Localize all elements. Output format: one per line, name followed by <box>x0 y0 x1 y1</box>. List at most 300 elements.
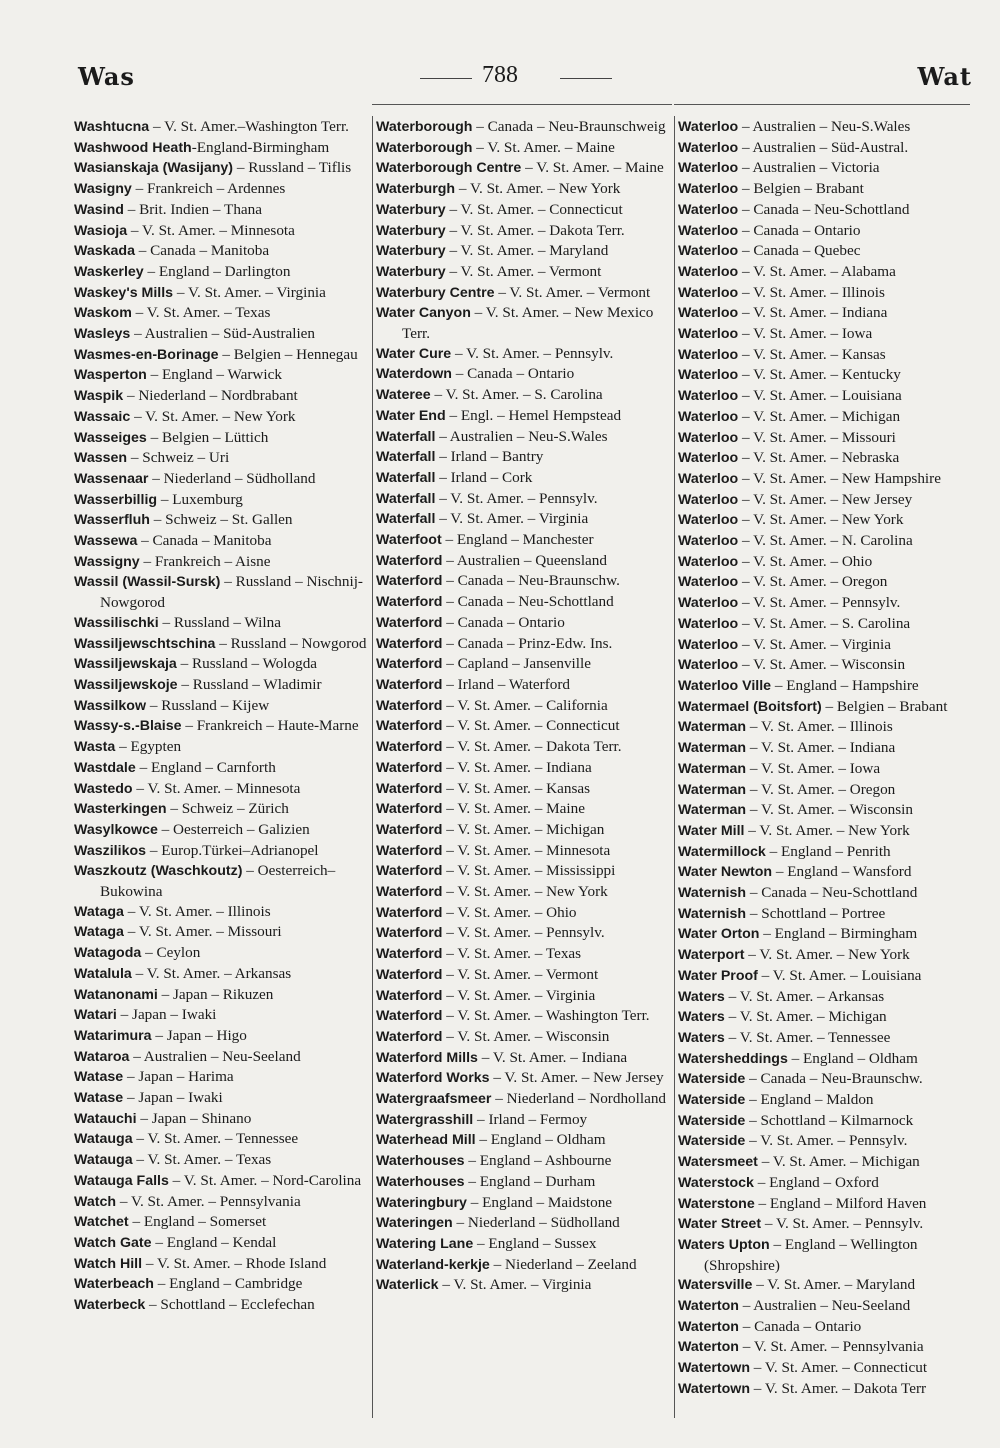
gazetteer-entry <box>74 490 370 511</box>
entry-headword: Waterloo <box>678 388 739 405</box>
entry-location: – Australien – Queensland <box>442 551 607 569</box>
entry-headword: Waterloo <box>678 533 739 550</box>
entry-headword: Watch <box>74 1193 117 1210</box>
gazetteer-entry <box>678 800 972 821</box>
entry-location: – V. St. Amer. – Ohio <box>442 903 577 921</box>
gazetteer-entry <box>74 696 370 717</box>
entry-headword: Waters <box>678 988 725 1005</box>
entry-location: – V. St. Amer. – Pennsylv. <box>738 594 901 612</box>
gazetteer-entry <box>678 1358 972 1379</box>
entry-headword: Waszilikos <box>74 842 147 859</box>
entry-location: – V. St. Amer. – Connecticut <box>749 1359 928 1377</box>
entry-headword: Waterbury <box>376 263 446 280</box>
gazetteer-entry <box>74 552 370 573</box>
gazetteer-entry <box>376 1193 674 1214</box>
entry-headword: Waterlick <box>376 1277 439 1294</box>
gazetteer-entry <box>376 509 674 530</box>
gazetteer-entry <box>678 987 972 1008</box>
entry-headword: Waterstone <box>678 1195 755 1212</box>
gazetteer-entry <box>678 386 972 407</box>
entry-headword: Wassy-s.-Blaise <box>74 718 182 735</box>
gazetteer-entry <box>74 158 370 179</box>
entry-location: – V. St. Amer. – Wisconsin <box>442 1027 610 1045</box>
entry-headword: Water Street <box>678 1216 762 1233</box>
entry-location: – V. St. Amer. – Michigan <box>738 407 901 425</box>
entry-headword: Watertown <box>678 1360 750 1377</box>
gazetteer-entry <box>376 1068 674 1089</box>
gazetteer-entry <box>678 138 972 159</box>
entry-headword: Waterton <box>678 1318 739 1335</box>
entry-headword: Waters Upton <box>678 1236 770 1253</box>
entry-location: – V. St. Amer. – Minnesota <box>132 779 301 797</box>
entry-location: – V. St. Amer. – Virginia <box>442 986 596 1004</box>
entry-headword: Wassen <box>74 450 128 467</box>
entry-headword: Wassilischki <box>74 614 159 631</box>
entry-location: – V. St. Amer. – Minnesota <box>442 841 611 859</box>
entry-headword: Waterside <box>678 1071 746 1088</box>
gazetteer-entry <box>74 117 370 138</box>
entry-headword: Wasterkingen <box>74 801 167 818</box>
gazetteer-entry <box>74 1005 370 1026</box>
gazetteer-entry <box>678 1337 972 1358</box>
entry-location: – V. St. Amer. – Louisiana <box>757 966 922 984</box>
entry-location: – V. St. Amer. – Ohio <box>738 552 873 570</box>
gazetteer-entry <box>678 552 972 573</box>
entry-location: – Canada – Quebec <box>738 242 861 260</box>
entry-headword: Waterford <box>376 821 443 838</box>
entry-headword: Waterman <box>678 781 747 798</box>
entry-location: – Frankreich – Haute-Marne <box>181 717 359 735</box>
entry-location: – England – Ashbourne <box>464 1152 612 1170</box>
entry-headword: Waterman <box>678 719 747 736</box>
entry-headword: Wataroa <box>74 1048 130 1065</box>
entry-location: – England – Kendal <box>151 1233 277 1251</box>
entry-location: – V. St. Amer. – Vermont <box>442 965 599 983</box>
entry-headword: Wasserfluh <box>74 512 150 529</box>
entry-headword: Waterloo <box>678 657 739 674</box>
entry-location: – V. St. Amer. – Iowa <box>738 325 873 343</box>
gazetteer-entry <box>74 1109 370 1130</box>
entry-location: – V. St. Amer. – Pennsylvania <box>738 1338 924 1356</box>
running-head-right: Wat <box>917 62 972 91</box>
entry-location: – Niederland – Nordbrabant <box>123 387 298 405</box>
entry-location: – V. St. Amer. – Virginia <box>738 635 891 653</box>
entry-headword: Wasmes-en-Borinage <box>74 346 219 363</box>
entry-location: – V. St. Amer. – Maryland <box>752 1276 916 1294</box>
gazetteer-entry <box>74 964 370 985</box>
entry-location: – Canada – Ontario <box>738 1317 862 1335</box>
entry-location: – England – Durham <box>464 1172 596 1190</box>
gazetteer-entry <box>74 1192 370 1213</box>
gazetteer-entry <box>678 862 972 883</box>
entry-location: – V. St. Amer. – Connecticut <box>445 200 623 218</box>
gazetteer-entry <box>376 737 674 758</box>
entry-headword: Watauga Falls <box>74 1172 169 1189</box>
entry-location: – England – Wellington (Shropshire) <box>704 1235 918 1274</box>
entry-headword: Waterloo <box>678 512 739 529</box>
entry-headword: Wassigny <box>74 553 140 570</box>
entry-headword: Wassaic <box>74 408 131 425</box>
gazetteer-entry <box>376 1110 674 1131</box>
entry-headword: Waterborough Centre <box>376 160 522 177</box>
entry-headword: Watch Gate <box>74 1234 152 1251</box>
entry-location: – Canada – Ontario <box>451 365 575 383</box>
entry-headword: Wassenaar <box>74 470 149 487</box>
gazetteer-entry <box>678 1275 972 1296</box>
entry-headword: Waternish <box>678 885 747 902</box>
entry-location: – Japan – Harima <box>123 1068 234 1086</box>
gazetteer-entry <box>74 303 370 324</box>
gazetteer-column-1 <box>74 117 370 1418</box>
gazetteer-entry <box>74 841 370 862</box>
gazetteer-entry <box>74 758 370 779</box>
entry-location: – V. St. Amer. – S. Carolina <box>738 614 911 632</box>
entry-headword: Waterloo <box>678 636 739 653</box>
entry-headword: Waterford <box>376 594 443 611</box>
entry-location: – Schottland – Portree <box>746 904 886 922</box>
entry-location: – Irland – Bantry <box>435 448 544 466</box>
gazetteer-entry <box>74 820 370 841</box>
gazetteer-entry <box>678 448 972 469</box>
gazetteer-entry <box>376 1027 674 1048</box>
entry-headword: Wasperton <box>74 367 147 384</box>
entry-headword: Watertown <box>678 1380 750 1397</box>
entry-location: – Canada – Ontario <box>442 613 565 631</box>
entry-location: – V. St. Amer. – Oregon <box>738 573 888 591</box>
entry-headword: Waterford <box>376 801 443 818</box>
entry-location: – V. St. Amer. – Tennessee <box>132 1130 299 1148</box>
entry-headword: Wassewa <box>74 533 138 550</box>
entry-location: – Australien – Neu-S.Wales <box>435 427 608 445</box>
entry-location: – Russland – Nischnij-Nowgorod <box>100 573 363 612</box>
gazetteer-entry <box>376 1151 674 1172</box>
entry-headword: Watergrasshill <box>376 1111 474 1128</box>
entry-location: – Russland – Nowgorod <box>215 634 367 652</box>
entry-location: – V. St. Amer. – Wisconsin <box>738 656 906 674</box>
entry-location: – Canada – Ontario <box>738 221 861 239</box>
entry-headword: Waterside <box>678 1112 746 1129</box>
entry-headword: Wataga <box>74 903 124 920</box>
entry-headword: Wasserbillig <box>74 491 158 508</box>
gazetteer-entry <box>376 1130 674 1151</box>
gazetteer-entry <box>74 407 370 428</box>
gazetteer-entry <box>678 655 972 676</box>
entry-location: – V. St. Amer. – Missouri <box>123 923 282 941</box>
entry-headword: Waterfall <box>376 449 436 466</box>
gazetteer-entry <box>376 882 674 903</box>
entry-headword: Waterman <box>678 740 747 757</box>
entry-location: – England – Birmingham <box>759 925 918 943</box>
gazetteer-entry <box>376 1089 674 1110</box>
entry-location: – Russland – Tiflis <box>233 159 352 177</box>
entry-headword: Watermillock <box>678 843 766 860</box>
entry-headword: Waterford Works <box>376 1070 490 1087</box>
entry-location: – V. St. Amer. – New York <box>738 511 904 529</box>
entry-location: – V. St. Amer. – Virginia <box>173 283 326 301</box>
entry-location: – Schweiz – St. Gallen <box>149 511 293 529</box>
entry-headword: Water End <box>376 407 446 424</box>
entry-location: – V. St. Amer. – Pennsylv. <box>761 1215 924 1233</box>
entry-headword: Waterford <box>376 614 443 631</box>
entry-location: – V. St. Amer. – Maine <box>442 800 585 818</box>
entry-location: – Irland – Fermoy <box>473 1110 588 1128</box>
gazetteer-entry <box>376 179 674 200</box>
entry-headword: Waterfall <box>376 428 436 445</box>
entry-location: – Canada – Neu-Schottland <box>738 200 910 218</box>
entry-location: – Canada – Neu-Schottland <box>746 884 918 902</box>
entry-location: – V. St. Amer. – Pennsylv. <box>745 1132 908 1150</box>
entry-headword: Waterhead Mill <box>376 1132 476 1149</box>
gazetteer-entry <box>678 1173 972 1194</box>
gazetteer-entry <box>376 447 674 468</box>
entry-location: – Oesterreich–Bukowina <box>100 862 336 901</box>
entry-location: – Australien – Victoria <box>738 159 880 177</box>
entry-location: – V. St. Amer. – Maine <box>472 138 615 156</box>
gazetteer-entry <box>376 385 674 406</box>
entry-headword: Wassiljewschtschina <box>74 635 216 652</box>
entry-headword: Waterborough <box>376 139 473 156</box>
gazetteer-entry <box>376 799 674 820</box>
entry-location: – England – Somerset <box>128 1213 267 1231</box>
entry-headword: Waterloo <box>678 263 739 280</box>
entry-location: – V. St. Amer. – Pennsylv. <box>451 344 614 362</box>
entry-location: – England – Sussex <box>473 1234 597 1252</box>
entry-headword: Waterbury <box>376 222 446 239</box>
entry-headword: Waterloo <box>678 284 739 301</box>
entry-location: – V. St. Amer. – Iowa <box>746 759 881 777</box>
gazetteer-entry <box>678 1049 972 1070</box>
entry-headword: Waterloo <box>678 222 739 239</box>
entry-location: – Canada – Manitoba <box>134 242 270 260</box>
entry-location: – V. St. Amer. – Kansas <box>738 345 886 363</box>
entry-location: – V. St. Amer. – Dakota Terr <box>749 1379 927 1397</box>
gazetteer-entry <box>678 614 972 635</box>
entry-location: – V. St. Amer. – Pennsylvania <box>116 1192 301 1210</box>
gazetteer-entry <box>376 696 674 717</box>
gazetteer-entry <box>678 365 972 386</box>
entry-headword: Waterford <box>376 718 443 735</box>
gazetteer-entry <box>678 1028 972 1049</box>
gazetteer-entry <box>376 1234 674 1255</box>
entry-headword: Waterloo <box>678 553 739 570</box>
entry-location: – Australien – Neu-Seeland <box>738 1297 911 1315</box>
entry-headword: Watarimura <box>74 1027 152 1044</box>
gazetteer-entry <box>74 634 370 655</box>
entry-location: – Canada – Neu-Braunschw. <box>745 1070 923 1088</box>
entry-location: – Belgien – Brabant <box>738 180 864 198</box>
column-top-rule <box>674 104 970 105</box>
entry-headword: Wastedo <box>74 780 133 797</box>
gazetteer-column-3 <box>678 117 972 1418</box>
gazetteer-entry <box>678 883 972 904</box>
entry-headword: Water Mill <box>678 822 745 839</box>
entry-location: -England-Birmingham <box>191 138 330 156</box>
gazetteer-entry <box>678 303 972 324</box>
entry-headword: Waterloo <box>678 491 739 508</box>
gazetteer-entry <box>678 717 972 738</box>
entry-headword: Watari <box>74 1007 117 1024</box>
gazetteer-column-2 <box>376 117 674 1418</box>
entry-location: – Luxemburg <box>157 490 243 508</box>
entry-location: – Canada – Manitoba <box>137 532 272 550</box>
entry-headword: Waterloo <box>678 346 739 363</box>
gazetteer-entry <box>376 1172 674 1193</box>
gazetteer-entry <box>678 1214 972 1235</box>
gazetteer-entry <box>678 490 972 511</box>
gazetteer-entry <box>376 654 674 675</box>
entry-location: – V. St. Amer.–Washington Terr. <box>149 118 349 135</box>
entry-headword: Waterbury <box>376 201 446 218</box>
gazetteer-entry <box>678 407 972 428</box>
gazetteer-entry <box>678 924 972 945</box>
entry-location: – Niederland – Südholland <box>148 469 316 487</box>
gazetteer-entry <box>74 531 370 552</box>
entry-location: – V. St. Amer. – Wisconsin <box>746 801 913 819</box>
entry-location: – V. St. Amer. – Indiana <box>738 304 888 322</box>
entry-headword: Waterloo <box>678 408 739 425</box>
entry-headword: Wateree <box>376 387 431 404</box>
gazetteer-entry <box>678 324 972 345</box>
entry-location: – V. St. Amer. – New York <box>744 821 910 839</box>
gazetteer-entry <box>74 985 370 1006</box>
entry-headword: Waters <box>678 1009 725 1026</box>
entry-location: – England – Oldham <box>475 1131 606 1149</box>
entry-headword: Wasigny <box>74 181 132 198</box>
gazetteer-entry <box>376 965 674 986</box>
entry-headword: Waterloo <box>678 429 739 446</box>
gazetteer-entry <box>74 1129 370 1150</box>
entry-location: – V. St. Amer. – S. Carolina <box>430 386 603 404</box>
entry-location: – V. St. Amer. – Texas <box>442 945 582 963</box>
entry-location: – Frankreich – Aisne <box>139 552 271 570</box>
header-rule-right <box>560 78 612 79</box>
entry-location: – Russland – Wologda <box>176 655 318 673</box>
gazetteer-entry <box>678 780 972 801</box>
entry-headword: Waterford <box>376 925 443 942</box>
entry-headword: Waterford <box>376 842 443 859</box>
gazetteer-entry <box>678 200 972 221</box>
column-top-rule <box>372 104 672 105</box>
gazetteer-entry <box>678 1194 972 1215</box>
entry-location: – V. St. Amer. – Texas <box>132 1151 272 1169</box>
gazetteer-entry <box>678 1152 972 1173</box>
entry-headword: Watauchi <box>74 1110 137 1127</box>
gazetteer-entry <box>74 179 370 200</box>
gazetteer-entry <box>74 1088 370 1109</box>
entry-headword: Waterbeach <box>74 1276 154 1293</box>
gazetteer-entry <box>376 530 674 551</box>
entry-headword: Waterman <box>678 802 747 819</box>
entry-headword: Wastdale <box>74 759 136 776</box>
entry-location: – Japan – Rikuzen <box>157 985 274 1003</box>
entry-headword: Waterford <box>376 552 443 569</box>
gazetteer-entry <box>376 283 674 304</box>
gazetteer-entry <box>74 1233 370 1254</box>
entry-location: – V. St. Amer. – Vermont <box>445 262 602 280</box>
gazetteer-entry <box>376 986 674 1007</box>
gazetteer-entry <box>376 262 674 283</box>
gazetteer-entry <box>376 675 674 696</box>
gazetteer-entry <box>376 344 674 365</box>
entry-headword: Wassilkow <box>74 697 147 714</box>
entry-headword: Waterman <box>678 760 747 777</box>
entry-headword: Waterloo <box>678 181 739 198</box>
entry-headword: Waterburgh <box>376 181 456 198</box>
gazetteer-entry <box>74 779 370 800</box>
gazetteer-entry <box>74 1295 370 1316</box>
gazetteer-entry <box>376 903 674 924</box>
gazetteer-entry <box>74 613 370 634</box>
entry-headword: Washtucna <box>74 119 150 135</box>
entry-headword: Watase <box>74 1069 124 1086</box>
entry-location: – England – Oxford <box>753 1173 879 1191</box>
gazetteer-entry <box>74 1212 370 1233</box>
entry-headword: Waterbury Centre <box>376 284 495 301</box>
gazetteer-entry <box>376 241 674 262</box>
gazetteer-entry <box>74 1067 370 1088</box>
gazetteer-entry <box>678 759 972 780</box>
entry-headword: Waterhouses <box>376 1173 465 1190</box>
gazetteer-entry <box>376 1275 674 1296</box>
entry-location: – Canada – Neu-Braunschweig <box>472 118 666 135</box>
entry-location: – Schottland – Kilmarnock <box>745 1111 914 1129</box>
entry-headword: Waszkoutz (Waschkoutz) <box>74 863 243 880</box>
gazetteer-entry <box>678 821 972 842</box>
entry-location: – V. St. Amer. – New Jersey <box>489 1069 664 1087</box>
gazetteer-entry <box>678 1317 972 1338</box>
entry-headword: Waterhouses <box>376 1153 465 1170</box>
gazetteer-entry <box>376 364 674 385</box>
gazetteer-entry <box>678 428 972 449</box>
gazetteer-entry <box>376 779 674 800</box>
entry-headword: Waterdown <box>376 366 452 383</box>
entry-location: – V. St. Amer. – Michigan <box>724 1008 887 1026</box>
entry-headword: Waterloo <box>678 574 739 591</box>
entry-location: – V. St. Amer. – Kansas <box>442 779 591 797</box>
entry-location: – Europ.Türkei–Adrianopel <box>146 841 319 859</box>
entry-headword: Wassiljewskaja <box>74 656 177 673</box>
entry-location: – V. St. Amer. – Mississippi <box>442 862 616 880</box>
entry-location: – Belgien – Brabant <box>821 697 948 715</box>
entry-location: – V. St. Amer. – Illinois <box>738 283 885 301</box>
entry-headword: Waterside <box>678 1092 746 1109</box>
gazetteer-entry <box>74 200 370 221</box>
entry-headword: Waterfall <box>376 469 436 486</box>
gazetteer-entry <box>376 1213 674 1234</box>
entry-headword: Waterbury <box>376 243 446 260</box>
entry-location: – Australien – Neu-Seeland <box>129 1047 301 1065</box>
gazetteer-entry <box>678 283 972 304</box>
entry-location: – Niederland – Nordholland <box>491 1090 667 1108</box>
entry-headword: Wasleys <box>74 326 131 343</box>
gazetteer-entry <box>376 200 674 221</box>
entry-location: – V. St. Amer. – Indiana <box>442 758 592 776</box>
entry-headword: Watersville <box>678 1277 753 1294</box>
entry-headword: Waterloo <box>678 119 739 135</box>
gazetteer-entry <box>376 758 674 779</box>
gazetteer-entry <box>74 510 370 531</box>
page-number: 788 <box>482 62 518 88</box>
entry-headword: Waterford <box>376 635 443 652</box>
entry-location: – V. St. Amer. – Missouri <box>738 428 896 446</box>
entry-location: – V. St. Amer. – Arkansas <box>131 964 292 982</box>
gazetteer-entry <box>376 613 674 634</box>
entry-location: – V. St. Amer. – Washington Terr. <box>442 1007 650 1025</box>
entry-headword: Waterton <box>678 1339 739 1356</box>
entry-location: – V. St. Amer. – New Hampshire <box>738 469 941 487</box>
entry-location: – Japan – Iwaki <box>123 1089 223 1107</box>
gazetteer-entry <box>678 531 972 552</box>
